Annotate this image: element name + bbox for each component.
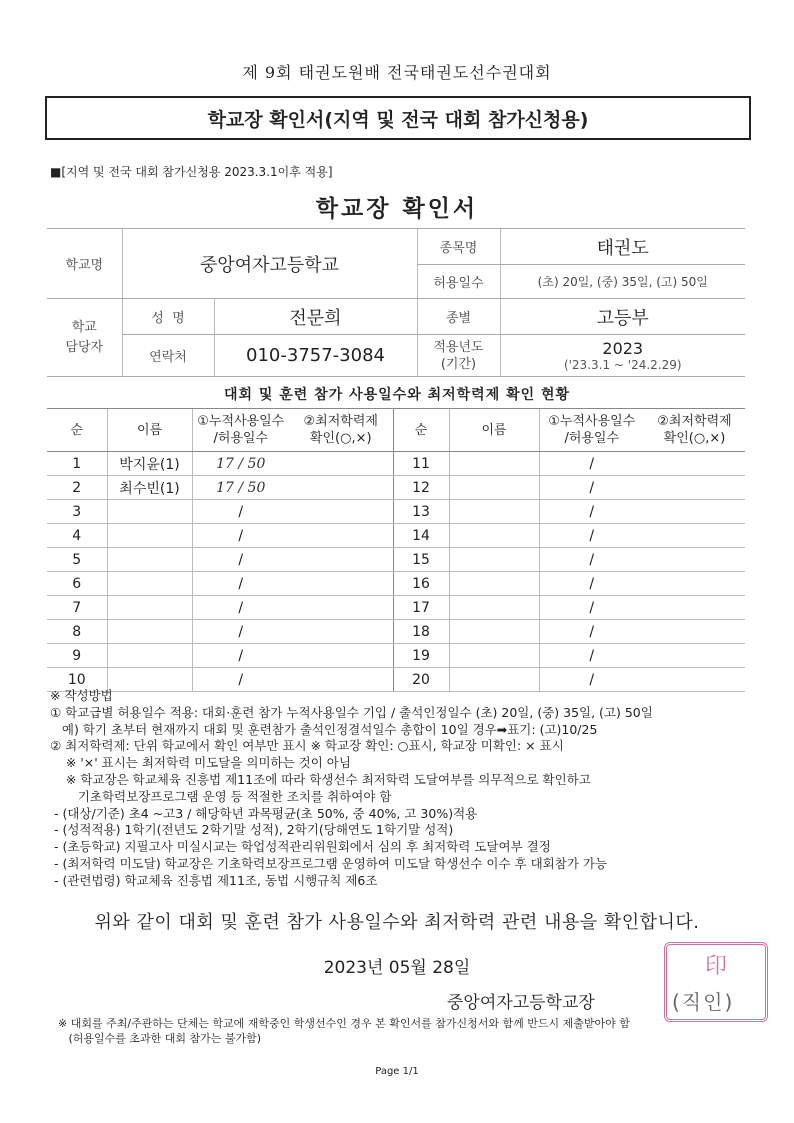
guide-line: 기초학력보장프로그램 운영 등 적절한 조치를 취하여야 함 bbox=[50, 788, 392, 804]
main-title: 학교장 확인서(지역 및 전국 대회 참가신청용) bbox=[207, 108, 589, 131]
cell-no: 12 bbox=[393, 476, 449, 500]
guide-line: 예) 학기 초부터 현재까지 대회 및 훈련참가 출석인정결석일수 총합이 10일 경우➡표기: (고)10/25 bbox=[50, 721, 598, 737]
cell-days-used: / bbox=[539, 524, 644, 548]
header-days: ①누적사용일수 /허용일수 bbox=[192, 409, 289, 452]
header-no: 순 bbox=[393, 409, 449, 452]
cell-grade-confirm bbox=[289, 644, 393, 668]
cell-student-name bbox=[449, 452, 539, 476]
cell-days-used: / bbox=[192, 620, 289, 644]
cell-no: 8 bbox=[47, 620, 107, 644]
usage-table bbox=[47, 408, 745, 692]
cell-student-name bbox=[107, 500, 192, 524]
cell-student-name bbox=[449, 548, 539, 572]
year-cell bbox=[500, 335, 745, 377]
cell-days-used: / bbox=[539, 500, 644, 524]
division-label: 종별 bbox=[417, 299, 500, 335]
cell-grade-confirm bbox=[289, 476, 393, 500]
cell-grade-confirm bbox=[289, 524, 393, 548]
cell-days-used: / bbox=[539, 620, 644, 644]
document-title: 학교장 확인서 bbox=[315, 196, 479, 222]
table-header bbox=[47, 409, 745, 452]
cell-no: 1 bbox=[47, 452, 107, 476]
cell-no: 9 bbox=[47, 644, 107, 668]
table-row bbox=[47, 476, 745, 500]
list-title: 대회 및 훈련 참가 사용일수와 최저학력제 확인 현황 bbox=[223, 387, 571, 403]
cell-grade-confirm bbox=[289, 572, 393, 596]
cell-grade-confirm bbox=[644, 452, 745, 476]
cell-no: 11 bbox=[393, 452, 449, 476]
cell-no: 3 bbox=[47, 500, 107, 524]
cell-student-name bbox=[449, 524, 539, 548]
guide-line: ① 학교급별 허용일수 적용: 대회·훈련 참가 누적사용일수 기입 / 출석인정일수 (초) 20일, (중) 35일, (고) 50일 bbox=[50, 704, 653, 720]
cell-student-name bbox=[107, 572, 192, 596]
cell-student-name bbox=[107, 524, 192, 548]
header-confirm: ②최저학력제 확인(○,×) bbox=[644, 409, 745, 452]
cell-student-name bbox=[107, 596, 192, 620]
cell-student-name bbox=[107, 620, 192, 644]
name-label: 성 명 bbox=[122, 299, 214, 335]
name-value: 전문희 bbox=[214, 299, 417, 335]
cell-no: 16 bbox=[393, 572, 449, 596]
table-row bbox=[47, 644, 745, 668]
event-label: 종목명 bbox=[417, 229, 500, 265]
contact-label: 연락처 bbox=[122, 335, 214, 377]
cell-no: 18 bbox=[393, 620, 449, 644]
cell-student-name bbox=[449, 596, 539, 620]
header-days: ①누적사용일수 /허용일수 bbox=[539, 409, 644, 452]
cell-days-used: / bbox=[192, 644, 289, 668]
cell-student-name bbox=[449, 644, 539, 668]
cell-no: 13 bbox=[393, 500, 449, 524]
table-row bbox=[47, 524, 745, 548]
cell-days-used: / bbox=[539, 572, 644, 596]
cell-student-name: 박지윤(1) bbox=[107, 452, 192, 476]
cell-no: 15 bbox=[393, 548, 449, 572]
guide-line: - (성적적용) 1학기(전년도 2학기말 성적), 2학기(당해연도 1학기말 성적) bbox=[50, 822, 454, 838]
cell-grade-confirm bbox=[289, 548, 393, 572]
guide-line: - (대상/기준) 초4 ~고3 / 해당학년 과목평균(초 50%, 중 40%, 고 30%)적용 bbox=[50, 805, 478, 821]
year-value: 2023 bbox=[602, 339, 644, 358]
cell-grade-confirm bbox=[289, 620, 393, 644]
cell-no: 4 bbox=[47, 524, 107, 548]
cell-days-used: / bbox=[539, 452, 644, 476]
contact-value: 010-3757-3084 bbox=[214, 335, 417, 377]
cell-grade-confirm bbox=[644, 476, 745, 500]
header-confirm: ②최저학력제 확인(○,×) bbox=[289, 409, 393, 452]
cell-days-used: / bbox=[192, 548, 289, 572]
cell-grade-confirm bbox=[644, 644, 745, 668]
cell-grade-confirm bbox=[644, 620, 745, 644]
cell-student-name bbox=[449, 476, 539, 500]
cell-days-used: / bbox=[539, 596, 644, 620]
event-title: 제 9회 태권도원배 전국태권도선수권대회 bbox=[242, 63, 552, 82]
confirm-statement: 위와 같이 대회 및 훈련 참가 사용일수와 최저학력 관련 내용을 확인합니다. bbox=[94, 912, 700, 933]
cell-days-used: / bbox=[192, 572, 289, 596]
guide-line: ② 최저학력제: 단위 학교에서 확인 여부만 표시 ※ 학교장 확인: ○표시, 학교장 미확인: × 표시 bbox=[50, 738, 564, 754]
guide-line: - (관련법령) 학교체육 진흥법 제11조, 동법 시행규칙 제6조 bbox=[50, 872, 378, 888]
table-row bbox=[47, 452, 745, 476]
header-name: 이름 bbox=[107, 409, 192, 452]
table-row bbox=[47, 596, 745, 620]
table-row bbox=[47, 548, 745, 572]
guide-line: - (초등학교) 지필고사 미실시교는 학업성적관리위원회에서 심의 후 최저학력 도달여부 결정 bbox=[50, 839, 551, 855]
cell-no: 10 bbox=[47, 668, 107, 692]
cell-grade-confirm bbox=[644, 524, 745, 548]
header-no: 순 bbox=[47, 409, 107, 452]
cell-days-used: / bbox=[192, 524, 289, 548]
cell-student-name: 최수빈(1) bbox=[107, 476, 192, 500]
table-row bbox=[47, 620, 745, 644]
guide-line: ※ 학교장은 학교체육 진흥법 제11조에 따라 학생선수 최저학력 도달여부를 의무적으로 확인하고 bbox=[50, 771, 591, 787]
cell-no: 7 bbox=[47, 596, 107, 620]
table-row bbox=[47, 572, 745, 596]
writing-guide bbox=[50, 688, 750, 890]
cell-days-used: / bbox=[539, 644, 644, 668]
cell-days-used: 17 / 50 bbox=[192, 452, 289, 476]
cell-days-used: / bbox=[539, 548, 644, 572]
cell-days-used: / bbox=[192, 668, 289, 692]
cell-student-name bbox=[449, 500, 539, 524]
cell-no: 14 bbox=[393, 524, 449, 548]
cell-grade-confirm bbox=[289, 500, 393, 524]
seal-label: (직인) bbox=[672, 990, 735, 1014]
principal-name: 중앙여자고등학교장 bbox=[447, 993, 595, 1013]
school-label: 학교명 bbox=[47, 229, 122, 299]
cell-no: 5 bbox=[47, 548, 107, 572]
cell-student-name bbox=[107, 548, 192, 572]
table-body bbox=[47, 452, 745, 692]
seal-glyph: 印 bbox=[704, 954, 727, 979]
guide-line: - (최저학력 미도달) 학교장은 기초학력보장프로그램 운영하여 미도달 학생선수 이수 후 대회참가 가능 bbox=[50, 855, 608, 871]
school-value: 중앙여자고등학교 bbox=[122, 229, 417, 299]
cell-grade-confirm bbox=[644, 596, 745, 620]
cell-grade-confirm bbox=[644, 548, 745, 572]
cell-no: 2 bbox=[47, 476, 107, 500]
issue-date: 2023년 05월 28일 bbox=[323, 958, 471, 978]
cell-no: 6 bbox=[47, 572, 107, 596]
cell-days-used: / bbox=[192, 596, 289, 620]
guide-line: ※ 작성방법 bbox=[50, 688, 113, 703]
guide-line: ※ '×' 표시는 최저학력 미도달을 의미하는 것이 아님 bbox=[50, 755, 351, 771]
cell-days-used: / bbox=[539, 668, 644, 692]
cell-days-used: 17 / 50 bbox=[192, 476, 289, 500]
info-table bbox=[47, 228, 745, 377]
footnote-line: ※ 대회를 주최/주관하는 단체는 학교에 재학중인 학생선수인 경우 본 확인서를 참가신청서와 함께 반드시 제출받아야 함 bbox=[58, 1017, 630, 1030]
cell-no: 20 bbox=[393, 668, 449, 692]
cell-grade-confirm bbox=[644, 572, 745, 596]
division-value: 고등부 bbox=[500, 299, 745, 335]
year-period: ('23.3.1 ~ '24.2.29) bbox=[563, 358, 682, 372]
cell-no: 17 bbox=[393, 596, 449, 620]
cell-no: 19 bbox=[393, 644, 449, 668]
cell-grade-confirm bbox=[289, 596, 393, 620]
cell-days-used: / bbox=[539, 476, 644, 500]
allow-label: 허용일수 bbox=[417, 265, 500, 299]
cell-grade-confirm bbox=[289, 452, 393, 476]
header-name: 이름 bbox=[449, 409, 539, 452]
table-row bbox=[47, 500, 745, 524]
cell-student-name bbox=[449, 620, 539, 644]
allow-value: (초) 20일, (중) 35일, (고) 50일 bbox=[500, 265, 745, 299]
year-label: 적용년도 (기간) bbox=[417, 335, 500, 377]
event-value: 태권도 bbox=[500, 229, 745, 265]
page-number: Page 1/1 bbox=[375, 1066, 419, 1077]
main-title-box bbox=[45, 96, 751, 140]
cell-student-name bbox=[107, 644, 192, 668]
cell-grade-confirm bbox=[644, 500, 745, 524]
form-code: ■[지역 및 전국 대회 참가신청용 2023.3.1이후 적용] bbox=[50, 165, 333, 179]
footnote bbox=[58, 1016, 630, 1046]
cell-days-used: / bbox=[192, 500, 289, 524]
manager-label: 학교 담당자 bbox=[47, 299, 122, 377]
footnote-line: (허용일수를 초과한 대회 참가는 불가함) bbox=[58, 1032, 262, 1045]
cell-student-name bbox=[449, 572, 539, 596]
